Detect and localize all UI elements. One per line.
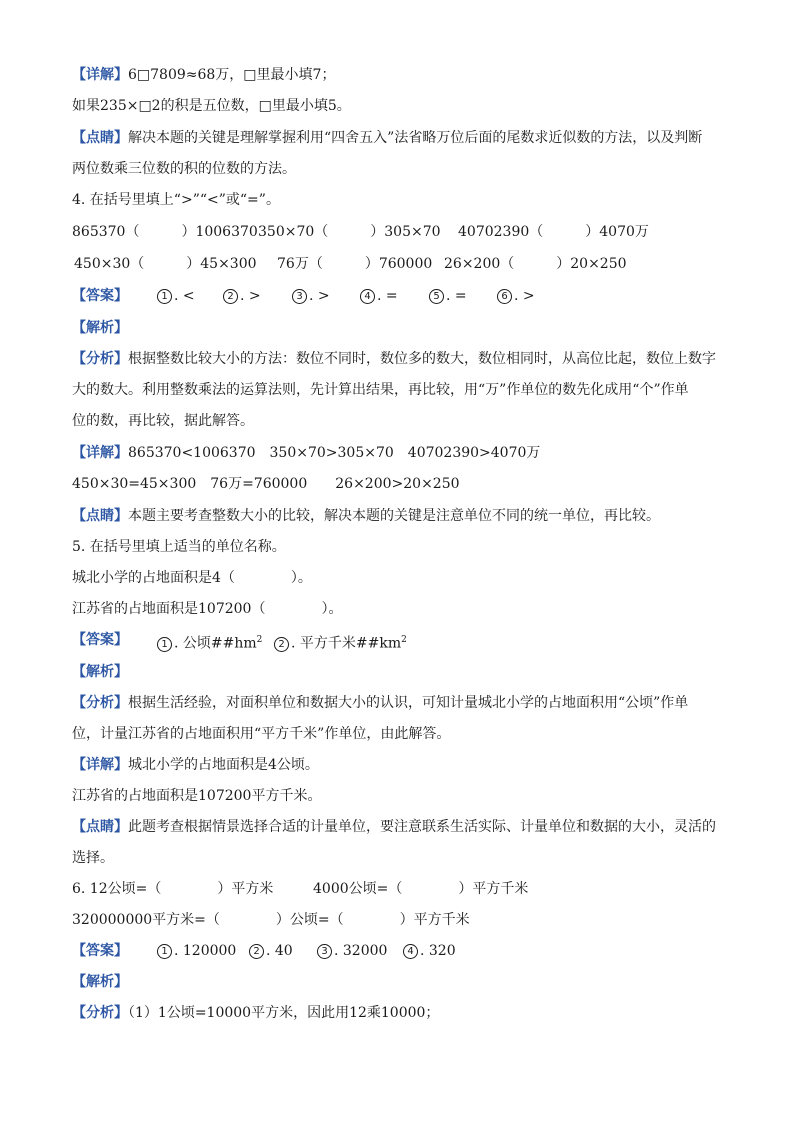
analysis-tag: 【解析】 bbox=[72, 974, 128, 990]
analysis-tag: 【解析】 bbox=[72, 664, 128, 680]
detail-line: 450×30=45×300 76万=760000 26×200>20×250 bbox=[72, 476, 460, 492]
remark-text: 本题主要考查整数大小的比较，解决本题的关键是注意单位不同的统一单位，再比较。 bbox=[128, 508, 660, 524]
answer-item: 2 . 40 bbox=[249, 941, 293, 961]
circled-number: 2 bbox=[223, 289, 238, 304]
answer-item: 6 . > bbox=[497, 286, 535, 306]
circled-number: 5 bbox=[429, 289, 444, 304]
remark-line bbox=[72, 817, 742, 837]
compare-item: 865370（ ）1006370 bbox=[72, 224, 258, 240]
analysis-line bbox=[72, 1003, 742, 1023]
detail-text: 城北小学的占地面积是4公顷。 bbox=[128, 757, 319, 773]
answer-item: 2 . 平方千米$\#\#km^2$ bbox=[274, 630, 407, 654]
remark-line bbox=[72, 128, 742, 148]
analysis-tag: 【解析】 bbox=[72, 320, 128, 336]
compare-item: 450×30（ ）45×300 bbox=[74, 256, 257, 272]
analysis-line bbox=[72, 349, 742, 369]
circled-number: 6 bbox=[497, 289, 512, 304]
analysis-line bbox=[72, 693, 742, 713]
answer-tag: 【答案】 bbox=[72, 632, 128, 648]
remark-text: 此题考查根据情景选择合适的计量单位，要注意联系生活实际、计量单位和数据的大小，灵活的 bbox=[128, 819, 716, 835]
circled-number: 3 bbox=[292, 289, 307, 304]
question-6-line: 320000000平方米=（ ）公顷=（ ）平方千米 bbox=[72, 912, 470, 928]
compare-item: 76万（ ）760000 bbox=[277, 256, 433, 272]
analysis-sub-tag: 【分析】 bbox=[72, 695, 128, 711]
answer-item: 5 . = bbox=[429, 286, 467, 306]
answer-item: 1 . 公顷$\#\#hm^2$ bbox=[157, 630, 262, 654]
answer-item: 3 . 32000 bbox=[317, 941, 387, 961]
detail-tag: 【详解】 bbox=[72, 67, 128, 83]
answer-item: 3 . > bbox=[292, 286, 330, 306]
compare-item: 350×70（ ）305×70 bbox=[258, 224, 441, 240]
analysis-line: 大的数大。利用整数乘法的运算法则，先计算出结果，再比较，用“万”作单位的数先化成用“个”作单 bbox=[72, 382, 689, 398]
answer-tag: 【答案】 bbox=[72, 943, 128, 959]
analysis-text: 根据整数比较大小的方法：数位不同时，数位多的数大，数位相同时，从高位比起，数位上数字 bbox=[128, 351, 716, 367]
question-6-part: 6. 12公顷=（ ）平方米 bbox=[72, 881, 274, 897]
detail-text: 6□7809≈68万，□里最小填7； bbox=[128, 67, 336, 83]
remark-line bbox=[72, 506, 742, 526]
compare-item: 40702390（ ）4070万 bbox=[458, 224, 649, 240]
question-5-line: 江苏省的占地面积是107200（ ）。 bbox=[72, 601, 343, 617]
detail-tag: 【详解】 bbox=[72, 445, 128, 461]
remark-tag: 【点睛】 bbox=[72, 819, 128, 835]
question-5-line: 城北小学的占地面积是4（ ）。 bbox=[72, 570, 312, 586]
detail-line bbox=[72, 65, 742, 85]
detail-line bbox=[72, 755, 742, 775]
analysis-text: 根据生活经验，对面积单位和数据大小的认识，可知计量城北小学的占地面积用“公顷”作单 bbox=[128, 695, 689, 711]
circled-number: 4 bbox=[360, 289, 375, 304]
circled-number: 4 bbox=[403, 944, 418, 959]
analysis-line: 位，计量江苏省的占地面积用“平方千米”作单位，由此解答。 bbox=[72, 726, 451, 742]
analysis-line: 位的数，再比较，据此解答。 bbox=[72, 413, 254, 429]
remark-tag: 【点睛】 bbox=[72, 508, 128, 524]
analysis-sub-tag: 【分析】 bbox=[72, 351, 128, 367]
circled-number: 2 bbox=[249, 944, 264, 959]
answer-item: 1 . < bbox=[157, 286, 195, 306]
remark-line: 选择。 bbox=[72, 850, 114, 866]
circled-number: 1 bbox=[157, 289, 172, 304]
detail-text: 865370<1006370 350×70>305×70 40702390>4070万 bbox=[128, 445, 541, 461]
answer-item: 2 . > bbox=[223, 286, 261, 306]
detail-line: 江苏省的占地面积是107200平方千米。 bbox=[72, 788, 322, 804]
circled-number: 1 bbox=[157, 944, 172, 959]
answer-tag: 【答案】 bbox=[72, 288, 128, 304]
circled-number: 2 bbox=[274, 637, 289, 652]
answer-item: 1 . 120000 bbox=[157, 941, 236, 961]
text-line: 如果235×□2的积是五位数，□里最小填5。 bbox=[72, 98, 351, 114]
remark-tag: 【点睛】 bbox=[72, 130, 128, 146]
analysis-text: （1）1公顷=10000平方米，因此用12乘10000； bbox=[128, 1005, 440, 1021]
question-5-title: 5. 在括号里填上适当的单位名称。 bbox=[72, 539, 286, 555]
circled-number: 3 bbox=[317, 944, 332, 959]
question-4-title: 4. 在括号里填上“>”“<”或“=”。 bbox=[72, 192, 280, 208]
answer-item: 4 . = bbox=[360, 286, 398, 306]
answer-item: 4 . 320 bbox=[403, 941, 456, 961]
detail-line bbox=[72, 443, 742, 463]
question-6-part: 4000公顷=（ ）平方千米 bbox=[313, 881, 529, 897]
detail-tag: 【详解】 bbox=[72, 757, 128, 773]
text-line: 两位数乘三位数的积的位数的方法。 bbox=[72, 161, 296, 177]
compare-item: 26×200（ ）20×250 bbox=[444, 256, 627, 272]
analysis-sub-tag: 【分析】 bbox=[72, 1005, 128, 1021]
circled-number: 1 bbox=[157, 637, 172, 652]
remark-text: 解决本题的关键是理解掌握利用“四舍五入”法省略万位后面的尾数求近似数的方法，以及判断 bbox=[128, 130, 703, 146]
